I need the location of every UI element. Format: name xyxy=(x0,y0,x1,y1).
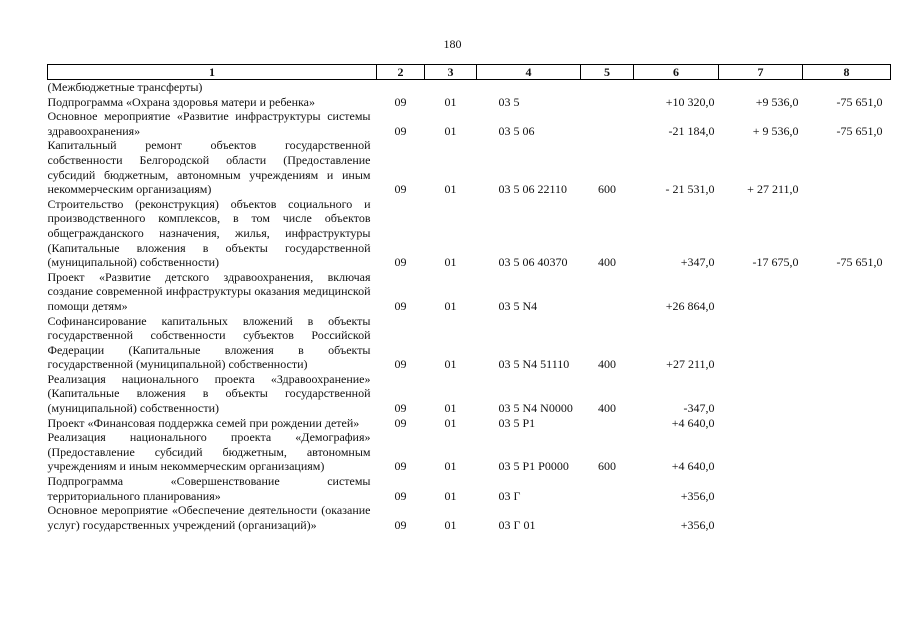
row-amount-3: -75 651,0 xyxy=(836,94,883,109)
row-amount-3 xyxy=(803,372,891,416)
table-row xyxy=(48,372,891,416)
row-expense-type xyxy=(581,474,634,503)
row-amount-2 xyxy=(719,430,803,474)
row-target-code: 03 5 06 40370 xyxy=(498,255,568,270)
header-col-2: 2 xyxy=(377,65,425,80)
table-row xyxy=(48,416,891,431)
row-target-code: 03 5 06 xyxy=(498,123,535,138)
row-section: 09 xyxy=(394,401,407,416)
row-subsection: 01 xyxy=(444,298,457,313)
page-number: 180 xyxy=(443,37,462,51)
table-row xyxy=(48,138,891,196)
row-section: 09 xyxy=(394,415,407,430)
row-subsection: 01 xyxy=(444,255,457,270)
header-row xyxy=(48,65,891,80)
row-amount-1: +4 640,0 xyxy=(671,415,715,430)
header-col-7: 7 xyxy=(719,65,803,80)
header-col-8: 8 xyxy=(803,65,891,80)
row-amount-2 xyxy=(719,80,803,95)
row-subsection: 01 xyxy=(444,488,457,503)
row-expense-type: 600 xyxy=(598,459,616,474)
table-row xyxy=(48,95,891,110)
table-row xyxy=(48,80,891,95)
row-name: Проект «Финансовая поддержка семей при рождении детей» xyxy=(47,415,360,430)
row-expense-type xyxy=(581,503,634,532)
row-subsection: 01 xyxy=(444,94,457,109)
row-expense-type xyxy=(581,80,634,95)
row-expense-type: 600 xyxy=(598,182,616,197)
row-name: Софинансирование капитальных вложений в объекты государственной собственности субъектов Российской Федерации (Капитальные вложения в объекты государственной (муниципальной) собственности) xyxy=(47,313,371,372)
row-amount-2 xyxy=(719,503,803,532)
row-amount-3 xyxy=(803,430,891,474)
row-subsection: 01 xyxy=(444,517,457,532)
row-target-code: 03 5 06 22110 xyxy=(498,182,568,197)
row-name: (Межбюджетные трансферты) xyxy=(47,80,203,94)
row-amount-2 xyxy=(719,270,803,314)
row-amount-2 xyxy=(719,314,803,372)
row-name: Проект «Развитие детского здравоохранения, включая создание современной инфраструктуры оказания медицинской помощи детям» xyxy=(47,269,371,313)
table-row xyxy=(48,474,891,503)
row-amount-1: -347,0 xyxy=(683,401,715,416)
row-expense-type xyxy=(581,95,634,110)
header-col-5: 5 xyxy=(581,65,634,80)
row-target-code: 03 5 xyxy=(498,94,520,109)
row-subsection: 01 xyxy=(444,182,457,197)
row-section: 09 xyxy=(394,459,407,474)
row-amount-2: + 27 211,0 xyxy=(747,182,799,197)
row-amount-3 xyxy=(803,138,891,196)
row-name: Подпрограмма «Совершенствование системы территориального планирования» xyxy=(47,474,371,503)
row-amount-1: +27 211,0 xyxy=(666,357,715,372)
row-expense-type xyxy=(581,416,634,431)
row-section: 09 xyxy=(394,298,407,313)
row-name: Реализация национального проекта «Демография» (Предоставление субсидий бюджетным, автономным учреждениям и иным некоммерческим организациям) xyxy=(47,430,371,474)
row-amount-1: -21 184,0 xyxy=(668,123,715,138)
row-amount-2: +9 536,0 xyxy=(755,94,799,109)
row-amount-2 xyxy=(719,474,803,503)
table-row xyxy=(48,109,891,138)
row-amount-2 xyxy=(719,416,803,431)
table-row xyxy=(48,314,891,372)
row-section: 09 xyxy=(394,182,407,197)
row-amount-2: + 9 536,0 xyxy=(752,123,799,138)
row-name: Строительство (реконструкция) объектов социального и производственного комплексов, в том числе объектов общегражданского назначения, жилья, инфраструктуры (Капитальные вложения в объекты государственной (муниципальной) собственности) xyxy=(47,196,371,270)
row-expense-type: 400 xyxy=(598,357,616,372)
row-amount-3: -75 651,0 xyxy=(836,123,883,138)
row-amount-2 xyxy=(719,372,803,416)
table-row xyxy=(48,430,891,474)
row-target-code: 03 5 P1 xyxy=(498,415,536,430)
row-section: 09 xyxy=(394,488,407,503)
row-amount-1: +26 864,0 xyxy=(665,298,715,313)
row-section: 09 xyxy=(394,357,407,372)
row-name: Капитальный ремонт объектов государственной собственности Белгородской области (Предоставление субсидий бюджетным, автономным учреждениям и иным некоммерческим организациям) xyxy=(47,138,371,197)
row-amount-1: +10 320,0 xyxy=(665,94,715,109)
row-amount-1 xyxy=(634,80,719,95)
row-section xyxy=(377,80,425,95)
row-target-code xyxy=(477,80,581,95)
row-expense-type: 400 xyxy=(598,255,616,270)
table-row xyxy=(48,197,891,270)
header-col-6: 6 xyxy=(634,65,719,80)
row-amount-3 xyxy=(803,474,891,503)
row-amount-2: -17 675,0 xyxy=(752,255,799,270)
row-amount-3 xyxy=(803,503,891,532)
row-expense-type xyxy=(581,270,634,314)
header-col-3: 3 xyxy=(425,65,477,80)
row-subsection: 01 xyxy=(444,357,457,372)
row-amount-3: -75 651,0 xyxy=(836,255,883,270)
row-target-code: 03 5 N4 N0000 xyxy=(498,401,573,416)
row-section: 09 xyxy=(394,517,407,532)
row-name: Реализация национального проекта «Здравоохранение» (Капитальные вложения в объекты государственной (муниципальной) собственности) xyxy=(47,371,371,416)
row-target-code: 03 5 P1 P0000 xyxy=(498,459,569,474)
row-amount-1: +4 640,0 xyxy=(671,459,715,474)
row-amount-1: +356,0 xyxy=(680,488,715,503)
row-amount-3 xyxy=(803,270,891,314)
row-subsection: 01 xyxy=(444,123,457,138)
row-name: Подпрограмма «Охрана здоровья матери и ребенка» xyxy=(47,94,315,109)
row-expense-type xyxy=(581,109,634,138)
row-amount-3 xyxy=(803,416,891,431)
row-amount-1: +347,0 xyxy=(680,255,715,270)
row-subsection xyxy=(425,80,477,95)
row-subsection: 01 xyxy=(444,415,457,430)
row-subsection: 01 xyxy=(444,401,457,416)
header-col-1: 1 xyxy=(48,65,377,80)
row-expense-type: 400 xyxy=(598,401,616,416)
table-row xyxy=(48,270,891,314)
row-amount-3 xyxy=(803,80,891,95)
table-row xyxy=(48,503,891,532)
row-subsection: 01 xyxy=(444,459,457,474)
row-target-code: 03 Г 01 xyxy=(498,517,536,532)
budget-table xyxy=(47,64,891,532)
row-target-code: 03 5 N4 xyxy=(498,298,538,313)
header-col-4: 4 xyxy=(477,65,581,80)
row-name: Основное мероприятие «Развитие инфраструктуры системы здравоохранения» xyxy=(47,109,371,138)
row-amount-1: - 21 531,0 xyxy=(665,182,715,197)
row-target-code: 03 5 N4 51110 xyxy=(498,357,570,372)
row-section: 09 xyxy=(394,255,407,270)
row-amount-3 xyxy=(803,314,891,372)
row-section: 09 xyxy=(394,123,407,138)
row-target-code: 03 Г xyxy=(498,488,521,503)
row-section: 09 xyxy=(394,94,407,109)
row-name: Основное мероприятие «Обеспечение деятельности (оказание услуг) государственных учреждений (организаций)» xyxy=(47,503,371,532)
row-amount-1: +356,0 xyxy=(680,517,715,532)
